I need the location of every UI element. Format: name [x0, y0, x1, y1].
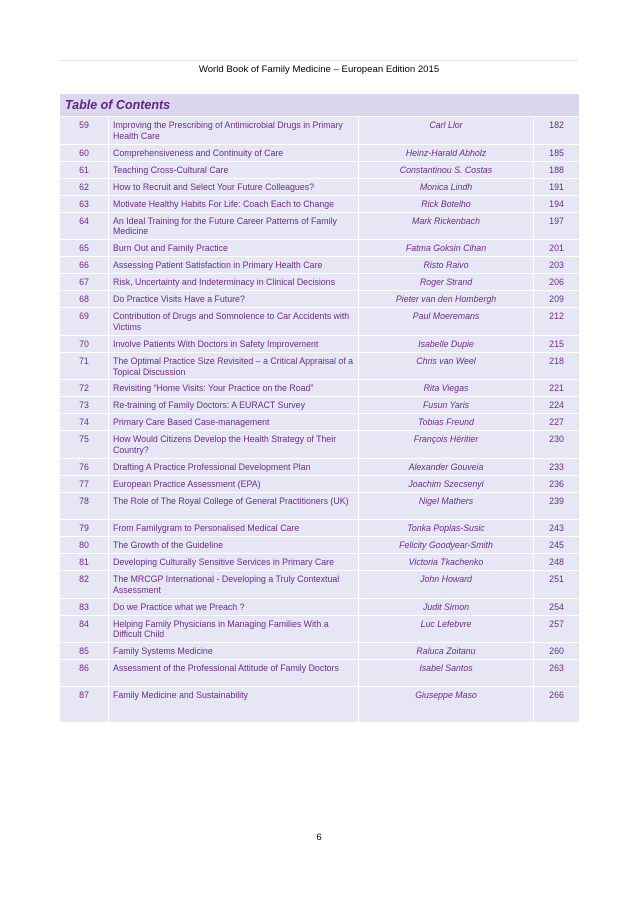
toc-entry-title: The Optimal Practice Size Revisited – a Critical Appraisal of a Topical Discussion: [109, 352, 359, 380]
toc-entry-title: Re-training of Family Doctors: A EURACT Survey: [109, 397, 359, 414]
toc-entry-page: 188: [534, 161, 580, 178]
toc-entry-title: Motivate Healthy Habits For Life: Coach Each to Change: [109, 195, 359, 212]
toc-entry-page: 221: [534, 380, 580, 397]
toc-entry-number: 75: [60, 431, 109, 459]
toc-entry-number: 65: [60, 240, 109, 257]
toc-entry-page: 209: [534, 291, 580, 308]
toc-entry-page: 191: [534, 178, 580, 195]
toc-entry-author: Pieter van den Hombergh: [359, 291, 534, 308]
toc-row: [60, 335, 580, 352]
toc-row: [60, 240, 580, 257]
toc-entry-number: 78: [60, 492, 109, 519]
toc-entry-author: Heinz-Harald Abholz: [359, 144, 534, 161]
toc-entry-page: 236: [534, 475, 580, 492]
toc-entry-title: Risk, Uncertainty and Indeterminacy in Clinical Decisions: [109, 274, 359, 291]
toc-entry-author: Chris van Weel: [359, 352, 534, 380]
toc-entry-page: 257: [534, 615, 580, 643]
toc-row: [60, 257, 580, 274]
toc-entry-page: 194: [534, 195, 580, 212]
toc-row: [60, 178, 580, 195]
toc-entry-title: Assessment of the Professional Attitude of Family Doctors: [109, 660, 359, 687]
toc-entry-number: 67: [60, 274, 109, 291]
toc-entry-title: From Familygram to Personalised Medical Care: [109, 519, 359, 536]
running-header: World Book of Family Medicine – European Edition 2015: [198, 64, 440, 75]
toc-entry-number: 68: [60, 291, 109, 308]
toc-entry-number: 73: [60, 397, 109, 414]
toc-entry-author: François Héritier: [359, 431, 534, 459]
toc-entry-number: 71: [60, 352, 109, 380]
toc-entry-page: 233: [534, 458, 580, 475]
toc-entry-page: 218: [534, 352, 580, 380]
toc-row: [60, 475, 580, 492]
toc-entry-page: 185: [534, 144, 580, 161]
header-rule: [60, 60, 578, 61]
toc-entry-page: 201: [534, 240, 580, 257]
toc-entry-number: 83: [60, 598, 109, 615]
toc-entry-author: Rick Botelho: [359, 195, 534, 212]
toc-entry-author: Fusun Yaris: [359, 397, 534, 414]
toc-entry-title: Helping Family Physicians in Managing Families With a Difficult Child: [109, 615, 359, 643]
toc-row: [60, 492, 580, 519]
toc-entry-number: 61: [60, 161, 109, 178]
toc-entry-title: Assessing Patient Satisfaction in Primary Health Care: [109, 257, 359, 274]
toc-entry-author: Constantinou S. Costas: [359, 161, 534, 178]
toc-entry-page: 206: [534, 274, 580, 291]
toc-row: [60, 660, 580, 687]
toc-row: [60, 687, 580, 723]
toc-entry-page: 266: [534, 687, 580, 723]
toc-entry-title: Drafting A Practice Professional Development Plan: [109, 458, 359, 475]
toc-entry-author: Isabelle Dupie: [359, 335, 534, 352]
toc-entry-page: 230: [534, 431, 580, 459]
toc-entry-author: Giuseppe Maso: [359, 687, 534, 723]
toc-row: [60, 274, 580, 291]
toc-entry-author: Felicity Goodyear-Smith: [359, 536, 534, 553]
toc-entry-number: 74: [60, 414, 109, 431]
toc-row: [60, 615, 580, 643]
toc-row: [60, 380, 580, 397]
table-of-contents: [59, 93, 579, 723]
toc-entry-author: Mark Rickenbach: [359, 212, 534, 240]
toc-entry-page: 224: [534, 397, 580, 414]
toc-entry-author: Raluca Zoitanu: [359, 643, 534, 660]
toc-entry-number: 59: [60, 117, 109, 145]
toc-entry-title: European Practice Assessment (EPA): [109, 475, 359, 492]
toc-entry-title: Do we Practice what we Preach ?: [109, 598, 359, 615]
toc-row: [60, 212, 580, 240]
toc-entry-number: 72: [60, 380, 109, 397]
toc-row: [60, 291, 580, 308]
toc-entry-author: Luc Lefebvre: [359, 615, 534, 643]
toc-row: [60, 195, 580, 212]
toc-row: [60, 598, 580, 615]
toc-entry-page: 254: [534, 598, 580, 615]
toc-entry-title: Primary Care Based Case-management: [109, 414, 359, 431]
toc-entry-number: 84: [60, 615, 109, 643]
toc-entry-title: Contribution of Drugs and Somnolence to Car Accidents with Victims: [109, 308, 359, 336]
toc-entry-number: 69: [60, 308, 109, 336]
toc-entry-title: How Would Citizens Develop the Health Strategy of Their Country?: [109, 431, 359, 459]
page-number: 6: [316, 832, 322, 843]
toc-entry-number: 66: [60, 257, 109, 274]
toc-entry-number: 70: [60, 335, 109, 352]
toc-row: [60, 570, 580, 598]
toc-entry-author: Monica Lindh: [359, 178, 534, 195]
toc-row: [60, 161, 580, 178]
toc-entry-author: Risto Raivo: [359, 257, 534, 274]
toc-entry-number: 80: [60, 536, 109, 553]
toc-row: [60, 519, 580, 536]
toc-entry-author: Victoria Tkachenko: [359, 553, 534, 570]
toc-row: [60, 414, 580, 431]
toc-entry-author: Tonka Poplas-Susic: [359, 519, 534, 536]
toc-entry-title: Revisiting “Home Visits: Your Practice on the Road”: [109, 380, 359, 397]
toc-entry-author: Roger Strand: [359, 274, 534, 291]
toc-entry-title: The Role of The Royal College of General Practitioners (UK): [109, 492, 359, 519]
toc-entry-title: The MRCGP International - Developing a Truly Contextual Assessment: [109, 570, 359, 598]
toc-row: [60, 458, 580, 475]
toc-entry-number: 64: [60, 212, 109, 240]
toc-entry-number: 63: [60, 195, 109, 212]
toc-entry-number: 87: [60, 687, 109, 723]
toc-entry-page: 251: [534, 570, 580, 598]
toc-entry-title: Family Medicine and Sustainability: [109, 687, 359, 723]
toc-entry-number: 77: [60, 475, 109, 492]
toc-entry-number: 60: [60, 144, 109, 161]
toc-entry-author: Fatma Goksin Cihan: [359, 240, 534, 257]
toc-entry-number: 79: [60, 519, 109, 536]
toc-entry-author: Paul Moeremans: [359, 308, 534, 336]
toc-row: [60, 308, 580, 336]
toc-row: [60, 144, 580, 161]
toc-entry-number: 86: [60, 660, 109, 687]
toc-row: [60, 643, 580, 660]
toc-entry-title: How to Recruit and Select Your Future Colleagues?: [109, 178, 359, 195]
toc-entry-title: An Ideal Training for the Future Career Patterns of Family Medicine: [109, 212, 359, 240]
toc-entry-title: Developing Culturally Sensitive Services in Primary Care: [109, 553, 359, 570]
toc-entry-page: 260: [534, 643, 580, 660]
toc-entry-number: 82: [60, 570, 109, 598]
toc-entry-author: Alexander Gouveia: [359, 458, 534, 475]
toc-entry-author: John Howard: [359, 570, 534, 598]
toc-entry-title: Teaching Cross-Cultural Care: [109, 161, 359, 178]
toc-title: Table of Contents: [60, 94, 580, 117]
toc-entry-author: Isabel Santos: [359, 660, 534, 687]
toc-entry-page: 212: [534, 308, 580, 336]
toc-entry-author: Nigel Mathers: [359, 492, 534, 519]
toc-entry-number: 76: [60, 458, 109, 475]
toc-row: [60, 536, 580, 553]
toc-entry-page: 203: [534, 257, 580, 274]
toc-entry-title: Improving the Prescribing of Antimicrobial Drugs in Primary Health Care: [109, 117, 359, 145]
toc-row: [60, 431, 580, 459]
toc-entry-page: 245: [534, 536, 580, 553]
toc-entry-page: 239: [534, 492, 580, 519]
toc-entry-title: Comprehensiveness and Continuity of Care: [109, 144, 359, 161]
toc-entry-page: 263: [534, 660, 580, 687]
toc-entry-title: Involve Patients With Doctors in Safety Improvement: [109, 335, 359, 352]
toc-entry-title: The Growth of the Guideline: [109, 536, 359, 553]
toc-entry-title: Burn Out and Family Practice: [109, 240, 359, 257]
toc-entry-number: 62: [60, 178, 109, 195]
toc-entry-number: 81: [60, 553, 109, 570]
toc-entry-number: 85: [60, 643, 109, 660]
toc-entry-title: Do Practice Visits Have a Future?: [109, 291, 359, 308]
toc-entry-page: 215: [534, 335, 580, 352]
toc-entry-page: 197: [534, 212, 580, 240]
toc-entry-author: Rita Viegas: [359, 380, 534, 397]
toc-table: [59, 93, 580, 723]
toc-entry-title: Family Systems Medicine: [109, 643, 359, 660]
toc-entry-page: 182: [534, 117, 580, 145]
toc-row: [60, 553, 580, 570]
toc-entry-page: 243: [534, 519, 580, 536]
toc-row: [60, 117, 580, 145]
toc-entry-author: Joachim Szecsenyi: [359, 475, 534, 492]
toc-entry-page: 227: [534, 414, 580, 431]
toc-row: [60, 352, 580, 380]
toc-row: [60, 397, 580, 414]
toc-entry-page: 248: [534, 553, 580, 570]
toc-entry-author: Tobias Freund: [359, 414, 534, 431]
toc-title-row: [60, 94, 580, 117]
toc-entry-author: Carl Llor: [359, 117, 534, 145]
toc-entry-author: Judit Simon: [359, 598, 534, 615]
